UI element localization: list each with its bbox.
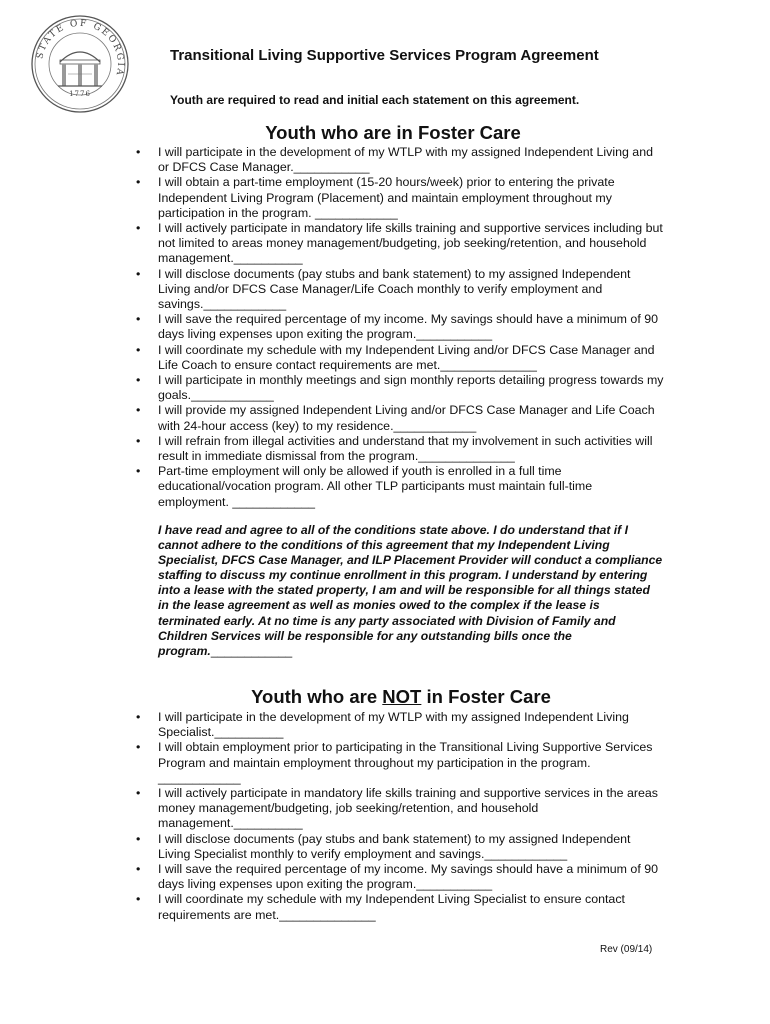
list-item: • I will obtain employment prior to participating in the Transitional Living Supportive Services Program and maintain employment throughout my participation in the program. ____________ [120, 740, 665, 786]
svg-text:1776: 1776 [69, 90, 91, 98]
list-item: • I will participate in monthly meetings and sign monthly reports detailing progress towards my goals.____________ [120, 373, 665, 403]
list-item: • I will save the required percentage of my income. My savings should have a minimum of 90 days living expenses upon exiting the program.___________ [120, 312, 665, 342]
list-item: • I will refrain from illegal activities and understand that my involvement in such activities will result in immediate dismissal from the program.______________ [120, 434, 665, 464]
revision-label: Rev (09/14) [600, 944, 653, 955]
list-item: • I will disclose documents (pay stubs and bank statement) to my assigned Independent Living and/or DFCS Case Manager/Life Coach monthly to verify employment and savings.____________ [120, 267, 665, 313]
list-item: • I will coordinate my schedule with my Independent Living Specialist to ensure contact requirements are met.______________ [120, 892, 665, 922]
foster-care-heading: Youth who are in Foster Care [265, 122, 521, 143]
not-foster-care-heading [16, 686, 770, 708]
list-item: • I will disclose documents (pay stubs and bank statement) to my assigned Independent Living Specialist monthly to verify employment and savings.____________ [120, 832, 665, 862]
initial-blank: ____________ [210, 643, 293, 658]
list-item: • I will obtain a part-time employment (15-20 hours/week) prior to entering the private Independent Living Program (Placement) and maintain employment throughout my participation in the program. ____________ [120, 175, 665, 221]
list-item: • Part-time employment will only be allowed if youth is enrolled in a full time educational/vocation program. All other TLP participants must maintain full-time employment. ____________ [120, 464, 665, 510]
list-item: • I will actively participate in mandatory life skills training and supportive services including but not limited to areas money management/budgeting, job seeking/retention, and household management.__________ [120, 221, 665, 267]
heading-post: in Foster Care [421, 686, 551, 707]
list-item: • I will participate in the development of my WTLP with my assigned Independent Living and or DFCS Case Manager.___________ [120, 145, 665, 175]
acknowledgement-text: I have read and agree to all of the conditions state above. I do understand that if I cannot adhere to the conditions of this agreement that my Independent Living Specialist, DFCS Case Manager, and ILP Placement Provider will conduct a compliance staffing to discuss my continue enrollment in this program. I understand by entering into a lease with the stated property, I am and will be responsible for all things stated in the lease agreement as well as monies owed to the complex if the lease is terminated early. At no time is any party associated with Division of Family and Children Services will be responsible for any outstanding bills once the program. [158, 523, 663, 658]
list-item: • I will save the required percentage of my income. My savings should have a minimum of 90 days living expenses upon exiting the program.___________ [120, 862, 665, 892]
list-item: • I will participate in the development of my WTLP with my assigned Independent Living Specialist.__________ [120, 710, 665, 740]
foster-care-list [120, 145, 665, 510]
list-item: • I will provide my assigned Independent Living and/or DFCS Case Manager and Life Coach with 24-hour access (key) to my residence.____________ [120, 403, 665, 433]
list-item: • I will actively participate in mandatory life skills training and supportive services in the areas money management/budgeting, job seeking/retention, and household management.__________ [120, 786, 665, 832]
instruction-text: Youth are required to read and initial each statement on this agreement. [170, 93, 580, 107]
svg-text:STATE OF GEORGIA: STATE OF GEORGIA [35, 18, 126, 78]
document-title: Transitional Living Supportive Services Program Agreement [170, 47, 599, 64]
list-item: • I will coordinate my schedule with my Independent Living and/or DFCS Case Manager and Life Coach to ensure contact requirements are met.______________ [120, 343, 665, 373]
heading-pre: Youth who are [251, 686, 383, 707]
georgia-state-seal-icon [30, 14, 130, 114]
heading-emphasis: NOT [382, 686, 422, 707]
not-foster-care-list [120, 710, 665, 923]
acknowledgement-paragraph [158, 523, 663, 659]
